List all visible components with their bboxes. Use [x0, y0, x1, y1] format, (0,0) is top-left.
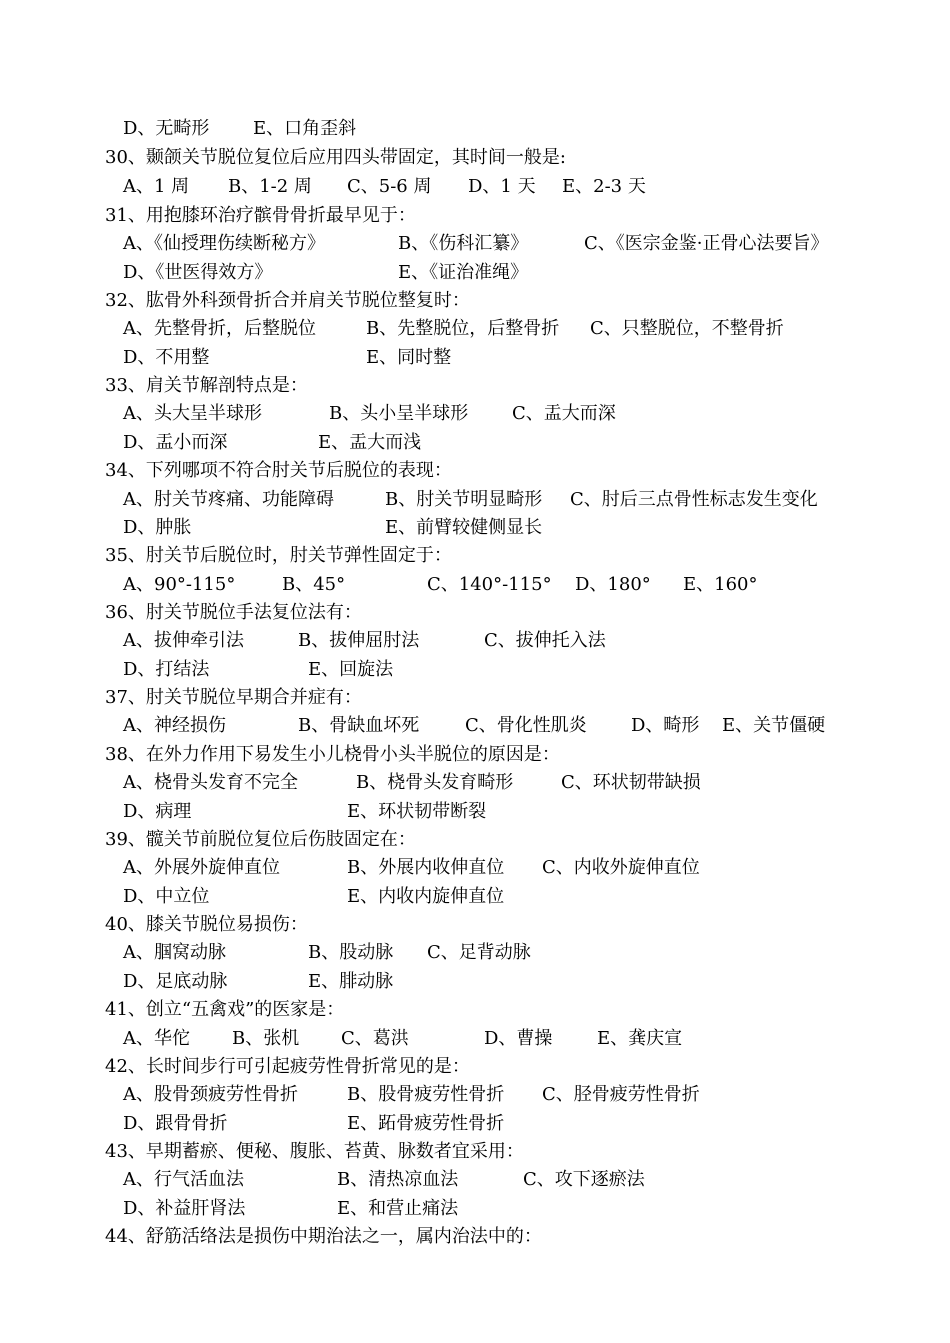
option-text: D、跟骨骨折 — [123, 1113, 228, 1134]
option-text: B、拔伸屈肘法 — [298, 630, 420, 651]
option-text: E、回旋法 — [308, 659, 394, 680]
option-text: E、关节僵硬 — [722, 715, 826, 736]
option-text: B、45° — [282, 574, 346, 595]
option-text: E、和营止痛法 — [337, 1198, 459, 1219]
option-text: B、骨缺血坏死 — [298, 715, 420, 736]
option-text: A、股骨颈疲劳性骨折 — [123, 1084, 298, 1105]
question-text: 30、颞颌关节脱位复位后应用四头带固定，其时间一般是: — [105, 147, 566, 168]
option-text: A、外展外旋伸直位 — [123, 857, 280, 878]
option-text: A、腘窝动脉 — [123, 942, 226, 963]
option-text: C、葛洪 — [341, 1028, 409, 1049]
option-text: D、180° — [575, 574, 651, 595]
option-text: D、不用整 — [123, 347, 210, 368]
option-text: A、神经损伤 — [123, 715, 226, 736]
option-text: B、肘关节明显畸形 — [385, 489, 543, 510]
option-text: E、同时整 — [366, 347, 452, 368]
question-text: 38、在外力作用下易发生小儿桡骨小头半脱位的原因是： — [105, 744, 560, 765]
option-text: C、内收外旋伸直位 — [542, 857, 700, 878]
option-text: B、先整脱位，后整骨折 — [366, 318, 560, 339]
option-text: B、桡骨头发育畸形 — [356, 772, 514, 793]
option-text: C、140°-115° — [427, 574, 552, 595]
option-text: D、曹操 — [484, 1028, 553, 1049]
option-text: D、畸形 — [631, 715, 700, 736]
option-text: C、环状韧带缺损 — [561, 772, 701, 793]
option-text: D、中立位 — [123, 886, 210, 907]
option-text: D、无畸形 — [123, 118, 210, 139]
option-text: A、《仙授理伤续断秘方》 — [123, 233, 325, 254]
option-text: A、肘关节疼痛、功能障碍 — [123, 489, 334, 510]
option-text: A、行气活血法 — [123, 1169, 244, 1190]
option-text: C、拔伸托入法 — [484, 630, 606, 651]
question-text: 37、肘关节脱位早期合并症有： — [105, 687, 362, 708]
option-text: B、外展内收伸直位 — [347, 857, 505, 878]
option-text: E、2-3 天 — [562, 176, 646, 197]
option-text: A、桡骨头发育不完全 — [123, 772, 298, 793]
option-text: B、清热凉血法 — [337, 1169, 459, 1190]
question-text: 40、膝关节脱位易损伤： — [105, 914, 308, 935]
question-text: 36、肘关节脱位手法复位法有： — [105, 602, 362, 623]
option-text: A、先整骨折，后整脱位 — [123, 318, 316, 339]
option-text: C、5-6 周 — [347, 176, 432, 197]
option-text: C、胫骨疲劳性骨折 — [542, 1084, 700, 1105]
option-text: E、《证治准绳》 — [398, 262, 529, 283]
option-text: E、腓动脉 — [308, 971, 394, 992]
option-text: C、攻下逐瘀法 — [523, 1169, 645, 1190]
option-text: B、1-2 周 — [228, 176, 312, 197]
question-text: 31、用抱膝环治疗髌骨骨折最早见于： — [105, 205, 416, 226]
option-text: B、股骨疲劳性骨折 — [347, 1084, 505, 1105]
option-text: E、口角歪斜 — [253, 118, 357, 139]
option-text: E、跖骨疲劳性骨折 — [347, 1113, 505, 1134]
option-text: D、盂小而深 — [123, 432, 228, 453]
option-text: E、160° — [683, 574, 758, 595]
question-text: 33、肩关节解剖特点是： — [105, 375, 308, 396]
option-text: A、90°-115° — [123, 574, 236, 595]
option-text: C、肘后三点骨性标志发生变化 — [570, 489, 818, 510]
option-text: A、头大呈半球形 — [123, 403, 262, 424]
option-text: D、病理 — [123, 801, 192, 822]
option-text: A、1 周 — [123, 176, 190, 197]
option-text: B、《伤科汇纂》 — [398, 233, 529, 254]
question-text: 42、长时间步行可引起疲劳性骨折常见的是： — [105, 1056, 470, 1077]
option-text: E、前臂较健侧显长 — [385, 517, 543, 538]
question-text: 41、创立“五禽戏”的医家是： — [105, 999, 345, 1020]
option-text: B、股动脉 — [308, 942, 394, 963]
option-text: E、龚庆宣 — [597, 1028, 683, 1049]
question-text: 35、肘关节后脱位时，肘关节弹性固定于： — [105, 545, 452, 566]
option-text: C、骨化性肌炎 — [465, 715, 587, 736]
question-text: 39、髋关节前脱位复位后伤肢固定在： — [105, 829, 416, 850]
option-text: D、打结法 — [123, 659, 210, 680]
option-text: E、盂大而浅 — [318, 432, 422, 453]
question-text: 44、舒筋活络法是损伤中期治法之一，属内治法中的： — [105, 1226, 542, 1247]
option-text: C、只整脱位，不整骨折 — [590, 318, 784, 339]
option-text: D、足底动脉 — [123, 971, 228, 992]
option-text: A、华佗 — [123, 1028, 190, 1049]
option-text: B、头小呈半球形 — [329, 403, 469, 424]
option-text: D、《世医得效方》 — [123, 262, 273, 283]
question-text: 32、肱骨外科颈骨折合并肩关节脱位整复时： — [105, 290, 470, 311]
question-text: 43、早期蓄瘀、便秘、腹胀、苔黄、脉数者宜采用： — [105, 1141, 524, 1162]
option-text: A、拔伸牵引法 — [123, 630, 244, 651]
option-text: C、盂大而深 — [512, 403, 616, 424]
option-text: E、内收内旋伸直位 — [347, 886, 505, 907]
option-text: E、环状韧带断裂 — [347, 801, 487, 822]
option-text: D、1 天 — [468, 176, 536, 197]
question-text: 34、下列哪项不符合肘关节后脱位的表现： — [105, 460, 452, 481]
option-text: B、张机 — [232, 1028, 300, 1049]
option-text: D、肿胀 — [123, 517, 192, 538]
option-text: D、补益肝肾法 — [123, 1198, 246, 1219]
option-text: C、《医宗金鉴·正骨心法要旨》 — [584, 233, 829, 254]
option-text: C、足背动脉 — [427, 942, 531, 963]
